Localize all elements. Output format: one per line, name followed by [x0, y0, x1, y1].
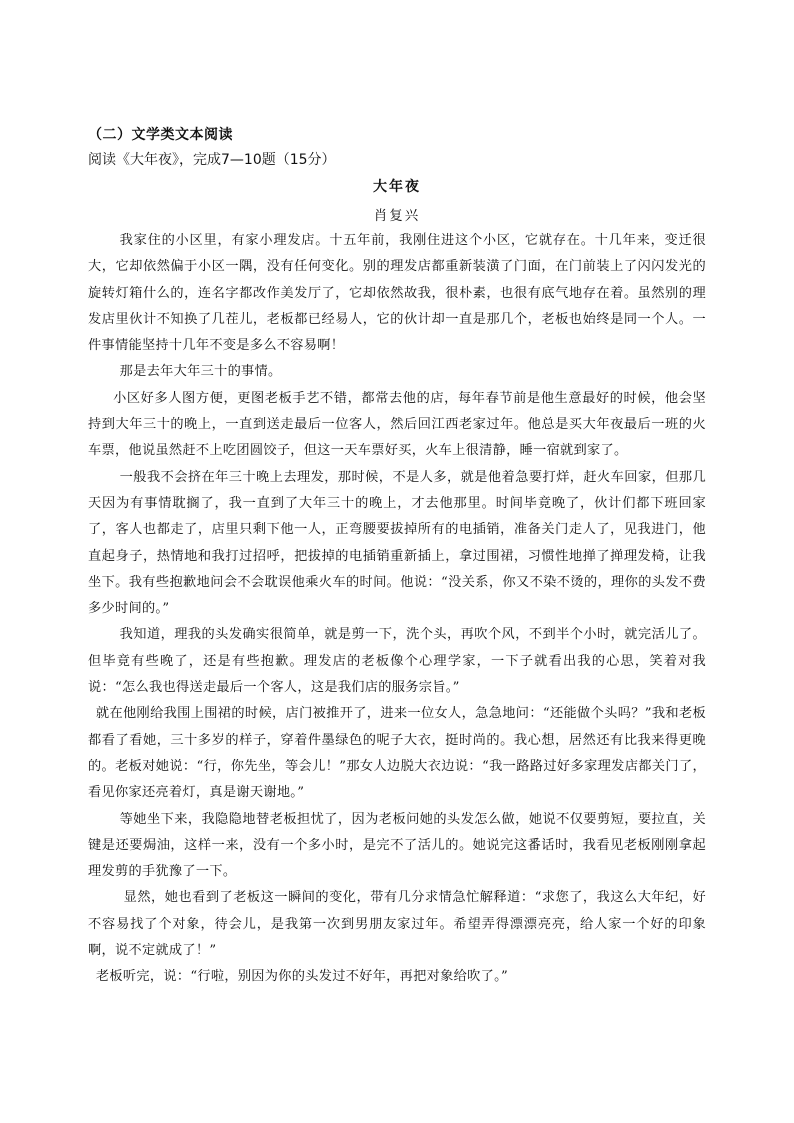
article-paragraph: 一般我不会挤在年三十晚上去理发，那时候，不是人多，就是他着急要打烊，赶火车回家，但那几天因为有事情耽搁了，我一直到了大年三十的晚上，才去他那里。时间毕竟晚了，伙计们都下班回家了，客人也都走了，店里只剩下他一人，正弯腰要拔掉所有的电插销，准备关门走人了，见我进门，他直起身子，热情地和我打过招呼，把拔掉的电插销重新插上，拿过围裙，习惯性地掸了掸理发椅，让我坐下。我有些抱歉地问会不会耽误他乘火车的时间。他说：“没关系，你又不染不烫的，理你的头发不费多少时间的。” [88, 469, 706, 617]
article-paragraph: 等她坐下来，我隐隐地替老板担忧了，因为老板问她的头发怎么做，她说不仅要剪短，要拉直，关键是还要焗油，这样一来，没有一个多小时，是完不了活儿的。她说完这番话时，我看见老板刚刚拿起理发剪的手犹豫了一下。 [88, 811, 706, 880]
article-paragraph: 老板听完，说：“行啦，别因为你的头发过不好年，再把对象给吹了。” [95, 969, 509, 985]
article-paragraph: 显然，她也看到了老板这一瞬间的变化，带有几分求情急忙解释道：“求您了，我这么大年纪，好不容易找了个对象，待会儿，是我第一次到男朋友家过年。希望弄得漂漂亮亮，给人家一个好的印象啊，说不定就成了！” [88, 890, 706, 959]
question-instruction: 阅读《大年夜》，完成7—10题（15分） [88, 152, 336, 168]
article-paragraph: 那是去年大年三十的事情。 [119, 364, 282, 380]
article-paragraph: 我家住的小区里，有家小理发店。十五年前，我刚住进这个小区，它就存在。十几年来，变迁很大，它却依然偏于小区一隅，没有任何变化。别的理发店都重新装潢了门面，在门前装上了闪闪发光的旋转灯箱什么的，连名字都改作美发厅了，它却依然故我，很朴素，也很有底气地存在着。虽然别的理发店里伙计不知换了几茬儿，老板都已经易人，它的伙计却一直是那几个，老板也始终是同一个人。一件事情能坚持十几年不变是多么不容易啊！ [88, 233, 706, 354]
article-title: 大年夜 [373, 179, 421, 195]
article-body [88, 228, 706, 991]
section-heading: （二）文学类文本阅读 [88, 127, 233, 143]
article-paragraph: 我知道，理我的头发确实很简单，就是剪一下，洗个头，再吹个风，不到半个小时，就完活儿了。但毕竟有些晚了，还是有些抱歉。理发店的老板像个心理学家，一下子就看出我的心思，笑着对我说：“怎么我也得送走最后一个客人，这是我们店的服务宗旨。” [88, 627, 706, 696]
article-author: 肖复兴 [373, 208, 421, 224]
article-paragraph: 小区好多人图方便，更图老板手艺不错，都常去他的店，每年春节前是他生意最好的时候，他会坚持到大年三十的晚上，一直到送走最后一位客人，然后回江西老家过年。他总是买大年夜最后一班的火车票，他说虽然赶不上吃团圆饺子，但这一天车票好买，火车上很清静，睡一宿就到家了。 [88, 390, 706, 459]
article-paragraph: 就在他刚给我围上围裙的时候，店门被推开了，进来一位女人，急急地问：“还能做个头吗？”我和老板都看了看她，三十多岁的样子，穿着件墨绿色的呢子大衣，挺时尚的。我心想，居然还有比我来得更晚的。老板对她说：“行，你先坐，等会儿！”那女人边脱大衣边说：“我一路路过好多家理发店都关门了，看见你家还亮着灯，真是谢天谢地。” [88, 706, 706, 801]
